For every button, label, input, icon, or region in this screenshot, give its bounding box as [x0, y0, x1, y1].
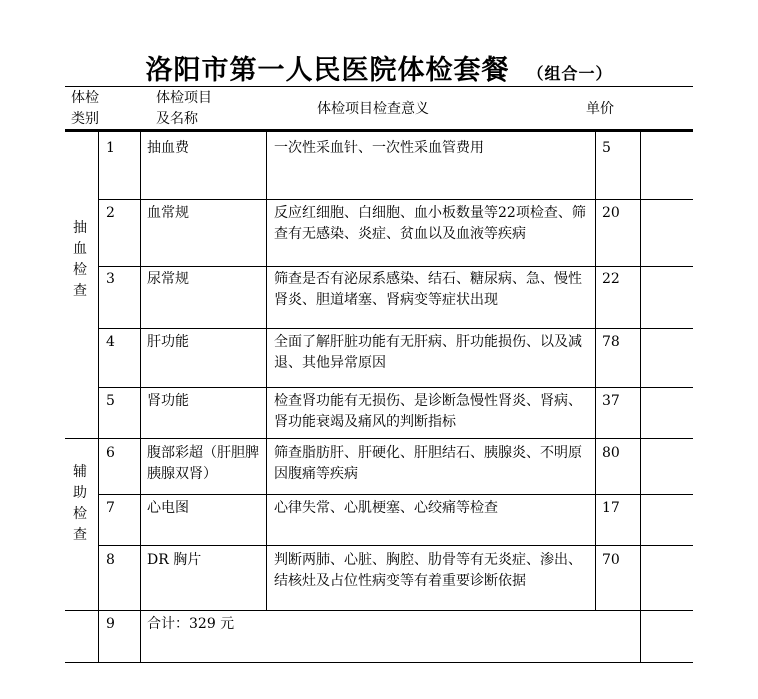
- header-category-line1: 体检: [71, 90, 99, 106]
- row-name: 心电图: [147, 500, 189, 516]
- page-subtitle: （组合一）: [527, 64, 613, 83]
- row-meaning: 判断两肺、心脏、胸腔、肋骨等有无炎症、渗出、结核灶及占位性病变等有着重要诊断依据: [274, 552, 582, 589]
- row-name: 抽血费: [147, 140, 189, 156]
- row-no: 3: [106, 271, 115, 287]
- row-meaning: 反应红细胞、白细胞、血小板数量等22项检查、筛查有无感染、炎症、贫血以及血液等疾病: [274, 205, 586, 242]
- col-rule-category: [98, 132, 99, 663]
- row-meaning: 检查肾功能有无损伤、是诊断急慢性肾炎、肾病、肾功能衰竭及痛风的判断指标: [274, 393, 582, 430]
- row-rule: [98, 328, 693, 329]
- row-no: 6: [106, 445, 115, 461]
- row-name: 尿常规: [147, 271, 189, 287]
- row-name: 腹部彩超（肝胆脾胰腺双肾）: [147, 445, 259, 482]
- row-no: 8: [106, 552, 115, 568]
- row-rule: [98, 387, 693, 388]
- row-name: 血常规: [147, 205, 189, 221]
- row-price: 37: [602, 393, 620, 409]
- row-rule: [98, 266, 693, 267]
- col-rule-name: [266, 132, 267, 611]
- row-price: 22: [602, 271, 620, 287]
- row-rule: [65, 610, 693, 611]
- page-title: [0, 48, 758, 87]
- total-label: 合计：329 元: [147, 616, 235, 632]
- row-meaning: 心律失常、心肌梗塞、心绞痛等检查: [274, 500, 498, 516]
- row-price: 20: [602, 205, 620, 221]
- row-rule: [98, 494, 693, 495]
- col-rule-no: [140, 132, 141, 663]
- header-price: 单价: [586, 101, 614, 117]
- category-rule: [65, 438, 693, 439]
- category-blood: 抽血检查: [73, 220, 87, 299]
- row-name: DR 胸片: [147, 552, 202, 568]
- row-price: 80: [602, 445, 620, 461]
- row-meaning: 筛查脂肪肝、肝硬化、肝胆结石、胰腺炎、不明原因腹痛等疾病: [274, 445, 582, 482]
- col-rule-meaning: [595, 132, 596, 611]
- header-category-line2: 类别: [71, 111, 99, 127]
- title-text: 洛阳市第一人民医院体检套餐: [145, 55, 510, 86]
- header-category: [71, 88, 99, 130]
- table-top-rule: [65, 86, 693, 87]
- header-item: [156, 88, 212, 130]
- row-price: 17: [602, 500, 620, 516]
- table-bottom-rule: [65, 662, 693, 663]
- row-name: 肾功能: [147, 393, 189, 409]
- row-meaning: 全面了解肝脏功能有无肝病、肝功能损伤、以及减退、其他异常原因: [274, 334, 582, 371]
- row-no: 7: [106, 500, 115, 516]
- header-item-line2: 及名称: [156, 111, 198, 127]
- row-price: 78: [602, 334, 620, 350]
- col-rule-price: [640, 132, 641, 663]
- header-item-line1: 体检项目: [156, 90, 212, 106]
- row-no: 4: [106, 334, 115, 350]
- row-rule: [98, 199, 693, 200]
- row-no: 1: [106, 140, 115, 156]
- header-meaning: 体检项目检查意义: [317, 101, 429, 117]
- category-auxiliary: 辅助检查: [73, 464, 87, 543]
- row-price: 70: [602, 552, 620, 568]
- row-no: 2: [106, 205, 115, 221]
- row-meaning: 筛查是否有泌尿系感染、结石、糖尿病、急、慢性肾炎、胆道堵塞、肾病变等症状出现: [274, 271, 582, 308]
- total-no: 9: [106, 616, 115, 632]
- row-name: 肝功能: [147, 334, 189, 350]
- row-no: 5: [106, 393, 115, 409]
- row-meaning: 一次性采血针、一次性采血管费用: [274, 140, 484, 156]
- row-price: 5: [602, 140, 611, 156]
- row-rule: [98, 545, 693, 546]
